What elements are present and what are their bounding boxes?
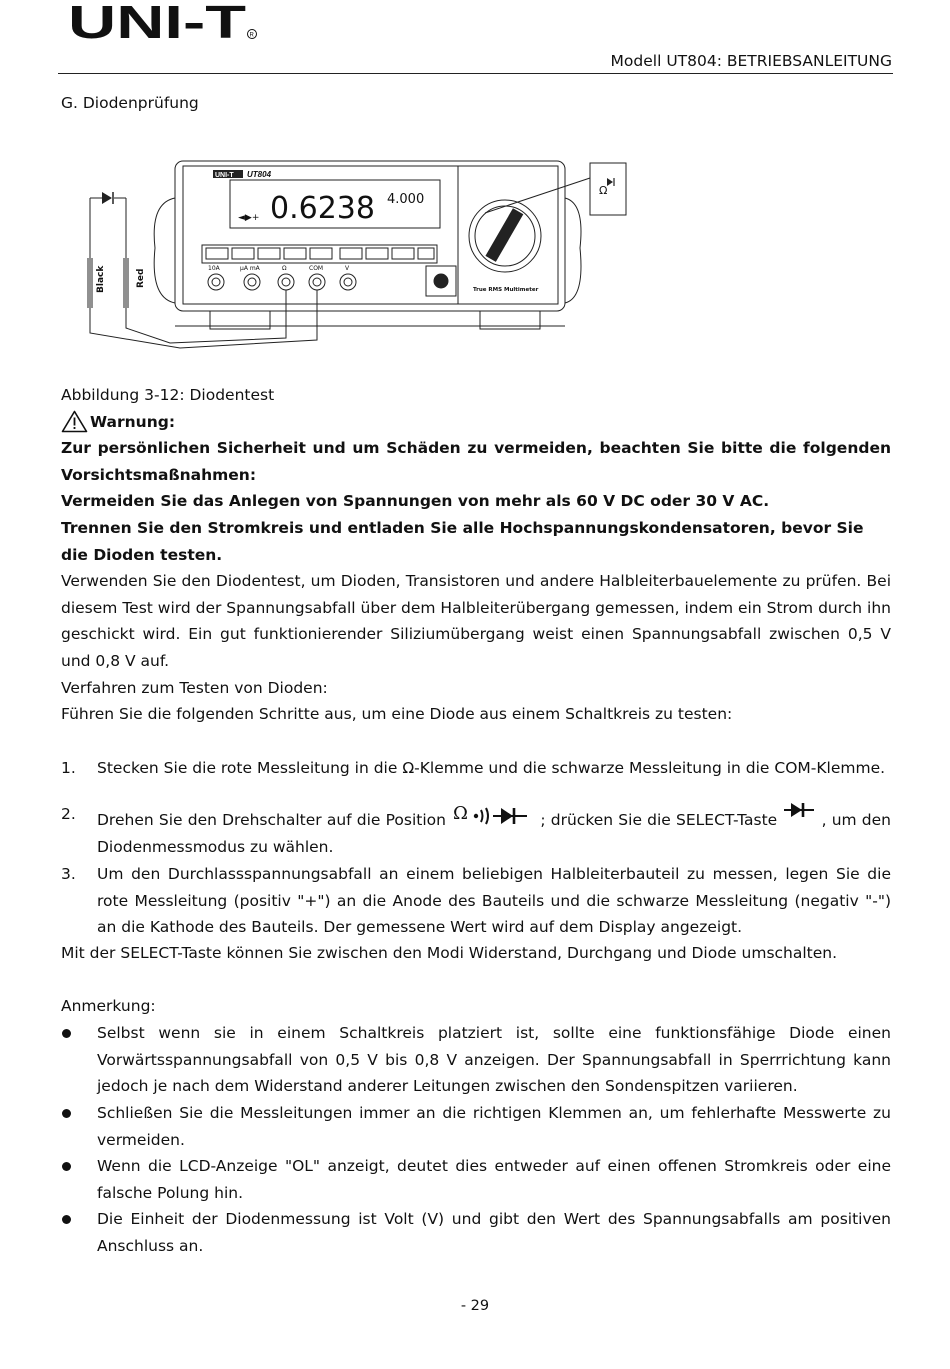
figure-caption: Abbildung 3-12: Diodentest [61,386,275,404]
procedure-heading: Verfahren zum Testen von Dioden: [61,679,328,697]
warning-line-3: Trennen Sie den Stromkreis und entladen Sie alle Hochspannungskondensatoren, bevor Sie die Dioden testen. [61,519,864,564]
warning-triangle-icon [61,410,88,433]
bullet-dot [62,1029,71,1038]
page-number: - 29 [460,1298,490,1314]
display-sub-reading: 4.000 [387,192,425,207]
jack-label-com: COM [309,265,324,272]
step-1-number: 1. [61,759,76,777]
diode-icon [782,801,816,823]
svg-text:R: R [249,32,254,39]
meter-footer-label: True RMS Multimeter [473,287,539,293]
step-2-text-c: , um den [821,811,891,829]
lead-label-red: Red [136,268,146,288]
jack-label-ua-ma: µA mA [240,265,260,272]
step-2-text-a: Drehen Sie den Drehschalter auf die Position [97,811,446,829]
jack-label-10a: 10A [208,265,220,272]
lead-label-black: Black [96,265,106,293]
note-item-3: Wenn die LCD-Anzeige "OL" anzeigt, deutet dies entweder auf einen offenen Stromkreis oder eine falsche Polung hin. [97,1157,891,1202]
step-2-number: 2. [61,805,76,823]
warning-line-2: Vermeiden Sie das Anlegen von Spannungen von mehr als 60 V DC oder 30 V AC. [61,492,770,510]
warning-line-1a: Zur persönlichen Sicherheit und um Schäden zu vermeiden, beachten Sie bitte die folgenden [61,439,891,457]
display-reading: 0.6238 [270,191,375,226]
procedure-lead: Führen Sie die folgenden Schritte aus, um eine Diode aus einem Schaltkreis zu testen: [61,705,733,723]
step-3-number: 3. [61,865,76,883]
multimeter-diagram [80,158,635,358]
step-2-text-b: ; drücken Sie die SELECT-Taste [540,811,778,829]
header-divider [58,73,893,74]
jack-label-v: V [345,265,350,272]
meter-brand: UNI-T [215,172,234,179]
jack-label-ohm: Ω [282,265,287,272]
bullet-dot [62,1215,71,1224]
notes-heading: Anmerkung: [61,997,156,1015]
svg-text:Ω: Ω [453,803,469,824]
step-2-line-2: Diodenmessmodus zu wählen. [97,838,334,856]
bullet-dot [62,1162,71,1171]
section-title: G. Diodenprüfung [61,94,199,112]
svg-text:◄▶+: ◄▶+ [238,213,260,223]
note-item-4: Die Einheit der Diodenmessung ist Volt (V) und gibt den Wert des Spannungsabfalls am positiven Anschluss an. [97,1210,891,1255]
step-3-text: Um den Durchlassspannungsabfall an einem beliebigen Halbleiterbauteil zu messen, legen Sie die rote Messleitung (positiv "+") an die Anode des Bauteils und die schwarze Messleitung (negativ "-") an die Kathode des Bauteils. Der gemessene Wert wird auf dem Display angezeigt. [97,865,891,936]
select-note: Mit der SELECT-Taste können Sie zwischen den Modi Widerstand, Durchgang und Diode umschalten. [61,944,838,962]
header-title: Modell UT804: BETRIEBSANLEITUNG [610,52,892,70]
callout-ohm-symbol: Ω [599,184,608,197]
step-1-text: Stecken Sie die rote Messleitung in die Ω-Klemme und die schwarze Messleitung in die COM-Klemme. [97,759,886,777]
meter-model: UT804 [247,170,272,179]
warning-title: Warnung: [90,412,176,431]
note-item-2: Schließen Sie die Messleitungen immer an die richtigen Klemmen an, um fehlerhafte Messwerte zu vermeiden. [97,1104,891,1149]
logo-text: UNI-T [68,2,246,44]
warning-heading [61,410,175,433]
intro-paragraph: Verwenden Sie den Diodentest, um Dioden, Transistoren und andere Halbleiterbauelemente zu prüfen. Bei diesem Test wird der Spannungsabfall über dem Halbleiterübergang gemessen, indem ein Strom durch ihn geschickt wird. Ein gut funktionierender Siliziumübergang weist einen Spannungsabfall zwischen 0,5 V und 0,8 V auf. [61,572,891,670]
warning-line-1b: Vorsichtsmaßnahmen: [61,466,257,484]
ohm-continuity-diode-icon [451,803,535,827]
bullet-dot [62,1109,71,1118]
note-item-1: Selbst wenn sie in einem Schaltkreis platziert ist, sollte eine funktionsfähige Diode einen Vorwärtsspannungsabfall von 0,5 V bis 0,8 V anzeigen. Der Spannungsabfall in Sperrrichtung kann jedoch je nach dem Widerstand anderer Leitungen zwischen den Sondenspitzen variieren. [97,1024,891,1095]
unit-logo [68,2,258,44]
step-2-line-1 [97,801,891,834]
